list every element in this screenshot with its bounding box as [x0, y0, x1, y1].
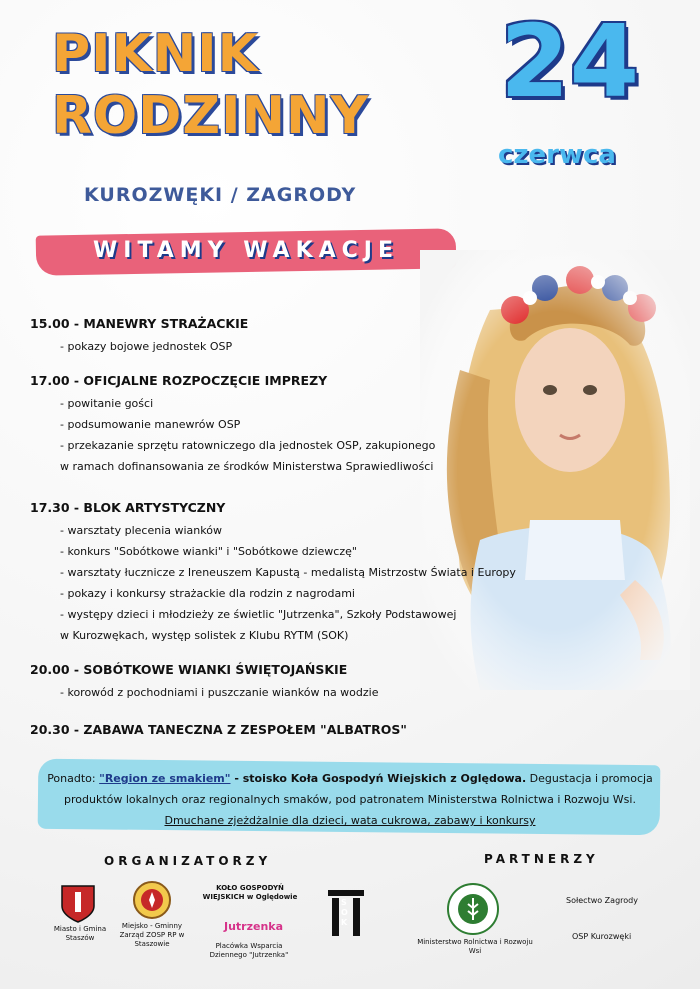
schedule-item: - podsumowanie manewrów OSP — [60, 418, 241, 431]
schedule-block — [30, 312, 248, 357]
info-line-2: produktów lokalnych oraz regionalnych smaków, pod patronatem Ministerstwa Rolnictwa i Rozwoju Wsi. — [64, 793, 636, 806]
title-line-1: PIKNIK — [52, 24, 259, 84]
organizers-heading: ORGANIZATORZY — [104, 854, 272, 868]
schedule-heading: 20.30 - ZABAWA TANECZNA Z ZESPOŁEM "ALBATROS" — [30, 722, 407, 737]
schedule-heading: 15.00 - MANEWRY STRAŻACKIE — [30, 316, 249, 331]
schedule-item: w Kurozwękach, występ solistek z Klubu RYTM (SOK) — [60, 629, 349, 642]
schedule-item: - powitanie gości — [60, 397, 154, 410]
title-line-2: RODZINNY — [52, 86, 370, 146]
organizer-zosp: Miejsko - Gminny Zarząd ZOSP RP w Staszowie — [119, 922, 185, 948]
jutrzenka-logo: Jutrzenka — [224, 920, 284, 933]
staszow-crest-icon — [60, 884, 96, 924]
partner-solectwo: Sołectwo Zagrody — [566, 896, 638, 905]
event-day: 24 — [500, 3, 640, 120]
organizer-jutrzenka: Placówka Wsparcia Dziennego "Jutrzenka" — [209, 942, 289, 959]
organizer-staszow: Miasto i Gmina Staszów — [53, 925, 107, 942]
schedule-item: - pokazy bojowe jednostek OSP — [60, 340, 233, 353]
info-prefix: Ponadto: — [47, 772, 100, 785]
ministry-emblem-icon — [446, 882, 500, 936]
banner-text: WITAMY WAKACJE — [93, 238, 399, 263]
schedule-item: w ramach dofinansowania ze środków Ministerstwa Sprawiedliwości — [60, 460, 434, 473]
info-box — [30, 768, 670, 831]
schedule-heading: 17.30 - BLOK ARTYSTYCZNY — [30, 500, 226, 515]
schedule-item: - przekazanie sprzętu ratowniczego dla jednostek OSP, zakupionego — [60, 439, 436, 452]
schedule-block — [30, 369, 435, 477]
osp-emblem-icon — [132, 880, 172, 920]
event-month: czerwca — [498, 140, 616, 170]
info-line-1 — [30, 768, 670, 789]
sok-logo-text: SOK — [341, 898, 348, 927]
schedule-item: - warsztaty plecenia wianków — [60, 524, 222, 537]
partner-osp: OSP Kurozwęki — [572, 932, 632, 941]
schedule-item: - konkurs "Sobótkowe wianki" i "Sobótkowe dziewczę" — [60, 545, 357, 558]
schedule-item: - występy dzieci i młodzieży ze świetlic "Jutrzenka", Szkoły Podstawowej — [60, 608, 457, 621]
info-stand: - stoisko Koła Gospodyń Wiejskich z Oględowa. — [230, 772, 527, 785]
info-line1-rest: Degustacja i promocja — [526, 772, 653, 785]
partners-heading: PARTNERZY — [484, 852, 599, 866]
schedule-item: - korowód z pochodniami i puszczanie wianków na wodzie — [60, 686, 379, 699]
schedule-heading: 17.00 - OFICJALNE ROZPOCZĘCIE IMPREZY — [30, 373, 328, 388]
partner-ministry: Ministerstwo Rolnictwa i Rozwoju Wsi — [417, 938, 533, 955]
info-line-3: Dmuchane zjeżdżalnie dla dzieci, wata cukrowa, zabawy i konkursy — [164, 814, 536, 827]
schedule-block — [30, 718, 407, 742]
schedule-block — [30, 496, 516, 646]
region-link[interactable]: "Region ze smakiem" — [99, 772, 231, 785]
schedule-heading: 20.00 - SOBÓTKOWE WIANKI ŚWIĘTOJAŃSKIE — [30, 662, 348, 677]
schedule-block — [30, 658, 379, 703]
schedule-item: - warsztaty łucznicze z Ireneuszem Kapustą - medalistą Mistrzostw Świata i Europy — [60, 566, 516, 579]
organizer-kgw: KOŁO GOSPODYŃ WIEJSKICH w Oględowie — [202, 884, 298, 901]
schedule-item: - pokazy i konkursy strażackie dla rodzin z nagrodami — [60, 587, 355, 600]
subtitle: KUROZWĘKI / ZAGRODY — [84, 184, 357, 206]
